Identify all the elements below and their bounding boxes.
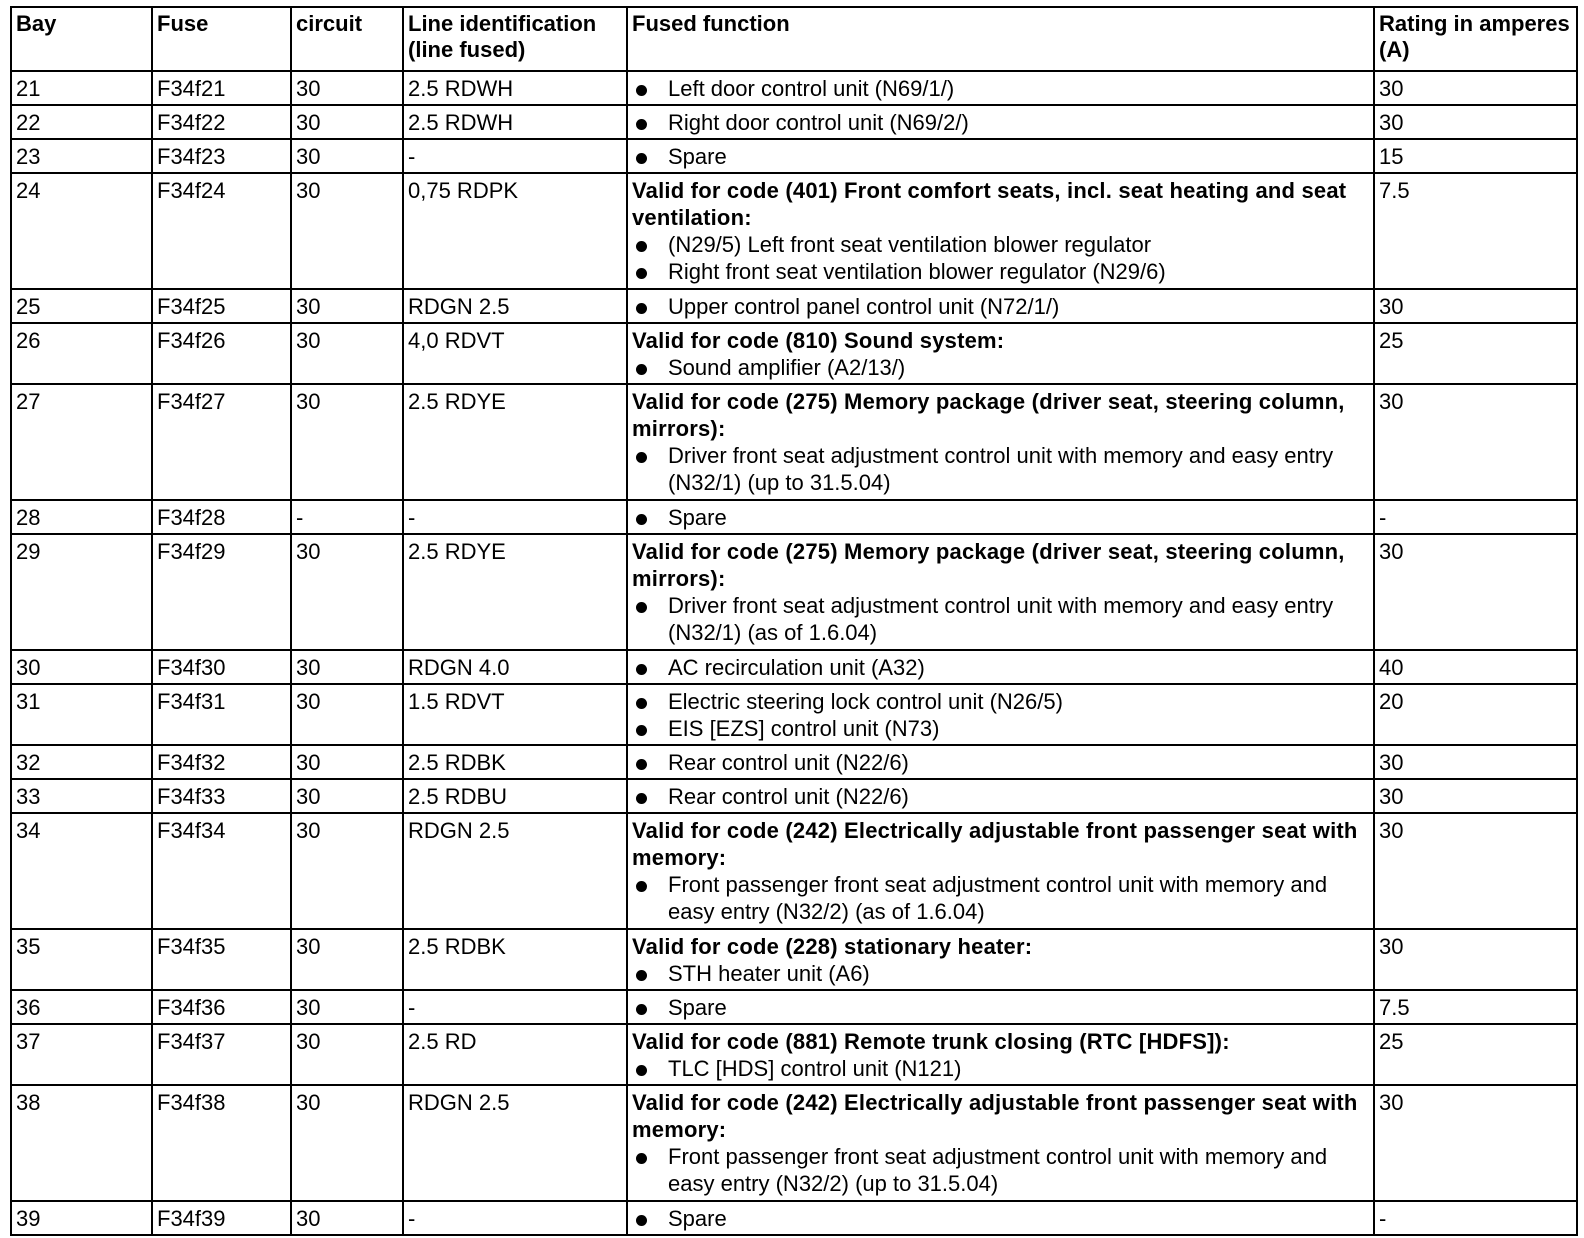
cell-bay: 21 xyxy=(11,71,152,105)
cell-function xyxy=(627,779,1374,813)
function-code-header: Valid for code (401) Front comfort seats, incl. seat heating and seat ventilation: xyxy=(632,178,1347,230)
function-list xyxy=(632,75,1369,102)
cell-rating: 30 xyxy=(1374,384,1577,500)
cell-bay: 22 xyxy=(11,105,152,139)
table-row xyxy=(11,684,1577,745)
cell-function xyxy=(627,813,1374,929)
cell-bay: 38 xyxy=(11,1085,152,1201)
cell-bay: 24 xyxy=(11,173,152,289)
function-item-text: TLC [HDS] control unit (N121) xyxy=(668,1056,962,1081)
bullet-icon xyxy=(636,85,647,96)
bullet-icon xyxy=(636,759,647,770)
bullet-icon xyxy=(636,1215,647,1226)
cell-function xyxy=(627,534,1374,650)
cell-function xyxy=(627,289,1374,323)
function-item xyxy=(632,783,1369,810)
cell-fuse: F34f34 xyxy=(152,813,291,929)
table-row xyxy=(11,929,1577,990)
function-item-text: AC recirculation unit (A32) xyxy=(668,655,925,680)
fuse-table xyxy=(10,6,1578,1236)
table-row xyxy=(11,990,1577,1024)
cell-rating: 30 xyxy=(1374,105,1577,139)
function-item xyxy=(632,231,1369,258)
function-item xyxy=(632,258,1369,285)
function-item-text: STH heater unit (A6) xyxy=(668,961,870,986)
cell-rating: 25 xyxy=(1374,323,1577,384)
function-list xyxy=(632,143,1369,170)
table-row xyxy=(11,384,1577,500)
function-item-text: EIS [EZS] control unit (N73) xyxy=(668,716,940,741)
cell-rating: 7.5 xyxy=(1374,173,1577,289)
function-item xyxy=(632,143,1369,170)
bullet-icon xyxy=(636,153,647,164)
function-item xyxy=(632,354,1369,381)
cell-rating: - xyxy=(1374,1201,1577,1235)
cell-line: 1.5 RDVT xyxy=(403,684,627,745)
function-item xyxy=(632,1055,1369,1082)
bullet-icon xyxy=(636,268,647,279)
function-list xyxy=(632,293,1369,320)
cell-line: 2.5 RDBU xyxy=(403,779,627,813)
function-list xyxy=(632,442,1369,496)
table-row xyxy=(11,173,1577,289)
table-row xyxy=(11,500,1577,534)
cell-line: - xyxy=(403,500,627,534)
cell-circuit: 30 xyxy=(291,1024,403,1085)
cell-bay: 36 xyxy=(11,990,152,1024)
cell-function xyxy=(627,173,1374,289)
cell-line: RDGN 2.5 xyxy=(403,289,627,323)
function-list xyxy=(632,1143,1369,1197)
cell-line: 0,75 RDPK xyxy=(403,173,627,289)
function-item xyxy=(632,715,1369,742)
cell-fuse: F34f29 xyxy=(152,534,291,650)
cell-function xyxy=(627,990,1374,1024)
bullet-icon xyxy=(636,241,647,252)
cell-function xyxy=(627,929,1374,990)
cell-line: 2.5 RDYE xyxy=(403,534,627,650)
cell-circuit: 30 xyxy=(291,71,403,105)
cell-fuse: F34f39 xyxy=(152,1201,291,1235)
function-list xyxy=(632,960,1369,987)
function-item-text: Spare xyxy=(668,995,727,1020)
table-row xyxy=(11,289,1577,323)
function-code-header: Valid for code (275) Memory package (driver seat, steering column, mirrors): xyxy=(632,389,1345,441)
cell-fuse: F34f31 xyxy=(152,684,291,745)
function-item xyxy=(632,1205,1369,1232)
bullet-icon xyxy=(636,602,647,613)
cell-line: - xyxy=(403,990,627,1024)
table-row xyxy=(11,813,1577,929)
cell-fuse: F34f26 xyxy=(152,323,291,384)
function-list xyxy=(632,654,1369,681)
function-code-header: Valid for code (242) Electrically adjustable front passenger seat with memory: xyxy=(632,818,1358,870)
cell-fuse: F34f33 xyxy=(152,779,291,813)
cell-function xyxy=(627,1201,1374,1235)
cell-line: 2.5 RDWH xyxy=(403,105,627,139)
cell-circuit: 30 xyxy=(291,813,403,929)
function-list xyxy=(632,592,1369,646)
cell-fuse: F34f25 xyxy=(152,289,291,323)
cell-bay: 33 xyxy=(11,779,152,813)
function-item-text: Front passenger front seat adjustment control unit with memory and easy entry (N32/2) (as of 1.6.04) xyxy=(668,872,1328,924)
cell-circuit: 30 xyxy=(291,1085,403,1201)
cell-fuse: F34f22 xyxy=(152,105,291,139)
cell-rating: - xyxy=(1374,500,1577,534)
function-item-text: Rear control unit (N22/6) xyxy=(668,750,909,775)
cell-circuit: 30 xyxy=(291,139,403,173)
table-row xyxy=(11,1085,1577,1201)
function-list xyxy=(632,109,1369,136)
function-item-text: (N29/5) Left front seat ventilation blower regulator xyxy=(668,232,1152,257)
bullet-icon xyxy=(636,514,647,525)
table-row xyxy=(11,323,1577,384)
cell-rating: 30 xyxy=(1374,813,1577,929)
cell-line: 2.5 RDYE xyxy=(403,384,627,500)
cell-fuse: F34f27 xyxy=(152,384,291,500)
function-item xyxy=(632,109,1369,136)
cell-rating: 30 xyxy=(1374,534,1577,650)
function-list xyxy=(632,231,1369,285)
function-list xyxy=(632,1055,1369,1082)
cell-line: RDGN 2.5 xyxy=(403,813,627,929)
column-header-rating: Rating in amperes (A) xyxy=(1374,7,1577,71)
cell-fuse: F34f35 xyxy=(152,929,291,990)
function-item-text: Electric steering lock control unit (N26/5) xyxy=(668,689,1063,714)
cell-bay: 37 xyxy=(11,1024,152,1085)
cell-fuse: F34f23 xyxy=(152,139,291,173)
cell-function xyxy=(627,71,1374,105)
cell-line: - xyxy=(403,1201,627,1235)
bullet-icon xyxy=(636,364,647,375)
bullet-icon xyxy=(636,725,647,736)
bullet-icon xyxy=(636,664,647,675)
function-code-header: Valid for code (275) Memory package (driver seat, steering column, mirrors): xyxy=(632,539,1345,591)
function-code-header: Valid for code (228) stationary heater: xyxy=(632,934,1033,959)
cell-circuit: 30 xyxy=(291,929,403,990)
table-row xyxy=(11,779,1577,813)
column-header-circuit: circuit xyxy=(291,7,403,71)
cell-function xyxy=(627,684,1374,745)
cell-bay: 39 xyxy=(11,1201,152,1235)
cell-function xyxy=(627,139,1374,173)
bullet-icon xyxy=(636,119,647,130)
cell-line: - xyxy=(403,139,627,173)
function-code-header: Valid for code (242) Electrically adjustable front passenger seat with memory: xyxy=(632,1090,1358,1142)
cell-function xyxy=(627,1024,1374,1085)
cell-fuse: F34f32 xyxy=(152,745,291,779)
table-row xyxy=(11,71,1577,105)
function-item-text: Spare xyxy=(668,144,727,169)
cell-circuit: 30 xyxy=(291,650,403,684)
cell-function xyxy=(627,650,1374,684)
column-header-function: Fused function xyxy=(627,7,1374,71)
cell-bay: 31 xyxy=(11,684,152,745)
bullet-icon xyxy=(636,793,647,804)
cell-circuit: 30 xyxy=(291,779,403,813)
bullet-icon xyxy=(636,970,647,981)
function-item xyxy=(632,960,1369,987)
cell-circuit: 30 xyxy=(291,534,403,650)
function-item-text: Front passenger front seat adjustment control unit with memory and easy entry (N32/2) (up to 31.5.04) xyxy=(668,1144,1328,1196)
cell-bay: 26 xyxy=(11,323,152,384)
function-item-text: Upper control panel control unit (N72/1/) xyxy=(668,294,1060,319)
cell-line: 2.5 RD xyxy=(403,1024,627,1085)
function-item xyxy=(632,994,1369,1021)
bullet-icon xyxy=(636,1004,647,1015)
cell-circuit: 30 xyxy=(291,384,403,500)
cell-rating: 15 xyxy=(1374,139,1577,173)
cell-function xyxy=(627,500,1374,534)
cell-function xyxy=(627,1085,1374,1201)
cell-fuse: F34f37 xyxy=(152,1024,291,1085)
bullet-icon xyxy=(636,881,647,892)
cell-bay: 32 xyxy=(11,745,152,779)
cell-line: 4,0 RDVT xyxy=(403,323,627,384)
function-item-text: Rear control unit (N22/6) xyxy=(668,784,909,809)
header-row xyxy=(11,7,1577,71)
function-item xyxy=(632,871,1369,925)
column-header-fuse: Fuse xyxy=(152,7,291,71)
column-header-bay: Bay xyxy=(11,7,152,71)
function-item xyxy=(632,293,1369,320)
cell-circuit: 30 xyxy=(291,990,403,1024)
cell-fuse: F34f28 xyxy=(152,500,291,534)
cell-rating: 30 xyxy=(1374,71,1577,105)
function-list xyxy=(632,994,1369,1021)
cell-bay: 29 xyxy=(11,534,152,650)
function-code-header: Valid for code (810) Sound system: xyxy=(632,328,1005,353)
function-item-text: Driver front seat adjustment control unit with memory and easy entry (N32/1) (up to 31.5.04) xyxy=(668,443,1334,495)
cell-bay: 35 xyxy=(11,929,152,990)
cell-bay: 25 xyxy=(11,289,152,323)
cell-rating: 30 xyxy=(1374,289,1577,323)
cell-circuit: 30 xyxy=(291,684,403,745)
function-item xyxy=(632,749,1369,776)
function-code-header: Valid for code (881) Remote trunk closing (RTC [HDFS]): xyxy=(632,1029,1230,1054)
function-list xyxy=(632,749,1369,776)
cell-rating: 30 xyxy=(1374,779,1577,813)
cell-bay: 23 xyxy=(11,139,152,173)
function-list xyxy=(632,354,1369,381)
cell-function xyxy=(627,745,1374,779)
function-item-text: Right door control unit (N69/2/) xyxy=(668,110,969,135)
function-list xyxy=(632,688,1369,742)
function-item-text: Right front seat ventilation blower regulator (N29/6) xyxy=(668,259,1166,284)
bullet-icon xyxy=(636,698,647,709)
cell-bay: 27 xyxy=(11,384,152,500)
table-row xyxy=(11,650,1577,684)
cell-circuit: 30 xyxy=(291,745,403,779)
cell-circuit: 30 xyxy=(291,173,403,289)
function-item-text: Left door control unit (N69/1/) xyxy=(668,76,955,101)
function-list xyxy=(632,783,1369,810)
cell-line: RDGN 4.0 xyxy=(403,650,627,684)
function-item xyxy=(632,75,1369,102)
function-item xyxy=(632,442,1369,496)
cell-bay: 30 xyxy=(11,650,152,684)
function-list xyxy=(632,1205,1369,1232)
cell-fuse: F34f21 xyxy=(152,71,291,105)
cell-rating: 40 xyxy=(1374,650,1577,684)
cell-rating: 30 xyxy=(1374,929,1577,990)
cell-function xyxy=(627,384,1374,500)
table-row xyxy=(11,745,1577,779)
cell-function xyxy=(627,105,1374,139)
column-header-line: Line identification (line fused) xyxy=(403,7,627,71)
function-item-text: Spare xyxy=(668,505,727,530)
cell-rating: 7.5 xyxy=(1374,990,1577,1024)
cell-line: 2.5 RDBK xyxy=(403,929,627,990)
function-item-text: Sound amplifier (A2/13/) xyxy=(668,355,906,380)
cell-fuse: F34f30 xyxy=(152,650,291,684)
table-body xyxy=(11,71,1577,1235)
cell-circuit: 30 xyxy=(291,1201,403,1235)
bullet-icon xyxy=(636,452,647,463)
cell-rating: 25 xyxy=(1374,1024,1577,1085)
cell-circuit: - xyxy=(291,500,403,534)
cell-fuse: F34f38 xyxy=(152,1085,291,1201)
cell-circuit: 30 xyxy=(291,323,403,384)
cell-bay: 28 xyxy=(11,500,152,534)
cell-rating: 20 xyxy=(1374,684,1577,745)
function-item xyxy=(632,592,1369,646)
cell-line: 2.5 RDBK xyxy=(403,745,627,779)
table-row xyxy=(11,1201,1577,1235)
cell-line: 2.5 RDWH xyxy=(403,71,627,105)
table-row xyxy=(11,105,1577,139)
cell-circuit: 30 xyxy=(291,289,403,323)
cell-function xyxy=(627,323,1374,384)
cell-circuit: 30 xyxy=(291,105,403,139)
function-list xyxy=(632,504,1369,531)
bullet-icon xyxy=(636,1065,647,1076)
table-row xyxy=(11,1024,1577,1085)
cell-fuse: F34f36 xyxy=(152,990,291,1024)
function-item xyxy=(632,1143,1369,1197)
function-item xyxy=(632,504,1369,531)
cell-rating: 30 xyxy=(1374,745,1577,779)
cell-bay: 34 xyxy=(11,813,152,929)
cell-rating: 30 xyxy=(1374,1085,1577,1201)
table-row xyxy=(11,534,1577,650)
function-item xyxy=(632,688,1369,715)
function-item-text: Driver front seat adjustment control unit with memory and easy entry (N32/1) (as of 1.6.04) xyxy=(668,593,1334,645)
bullet-icon xyxy=(636,303,647,314)
function-list xyxy=(632,871,1369,925)
function-item xyxy=(632,654,1369,681)
table-row xyxy=(11,139,1577,173)
cell-fuse: F34f24 xyxy=(152,173,291,289)
bullet-icon xyxy=(636,1153,647,1164)
function-item-text: Spare xyxy=(668,1206,727,1231)
cell-line: RDGN 2.5 xyxy=(403,1085,627,1201)
